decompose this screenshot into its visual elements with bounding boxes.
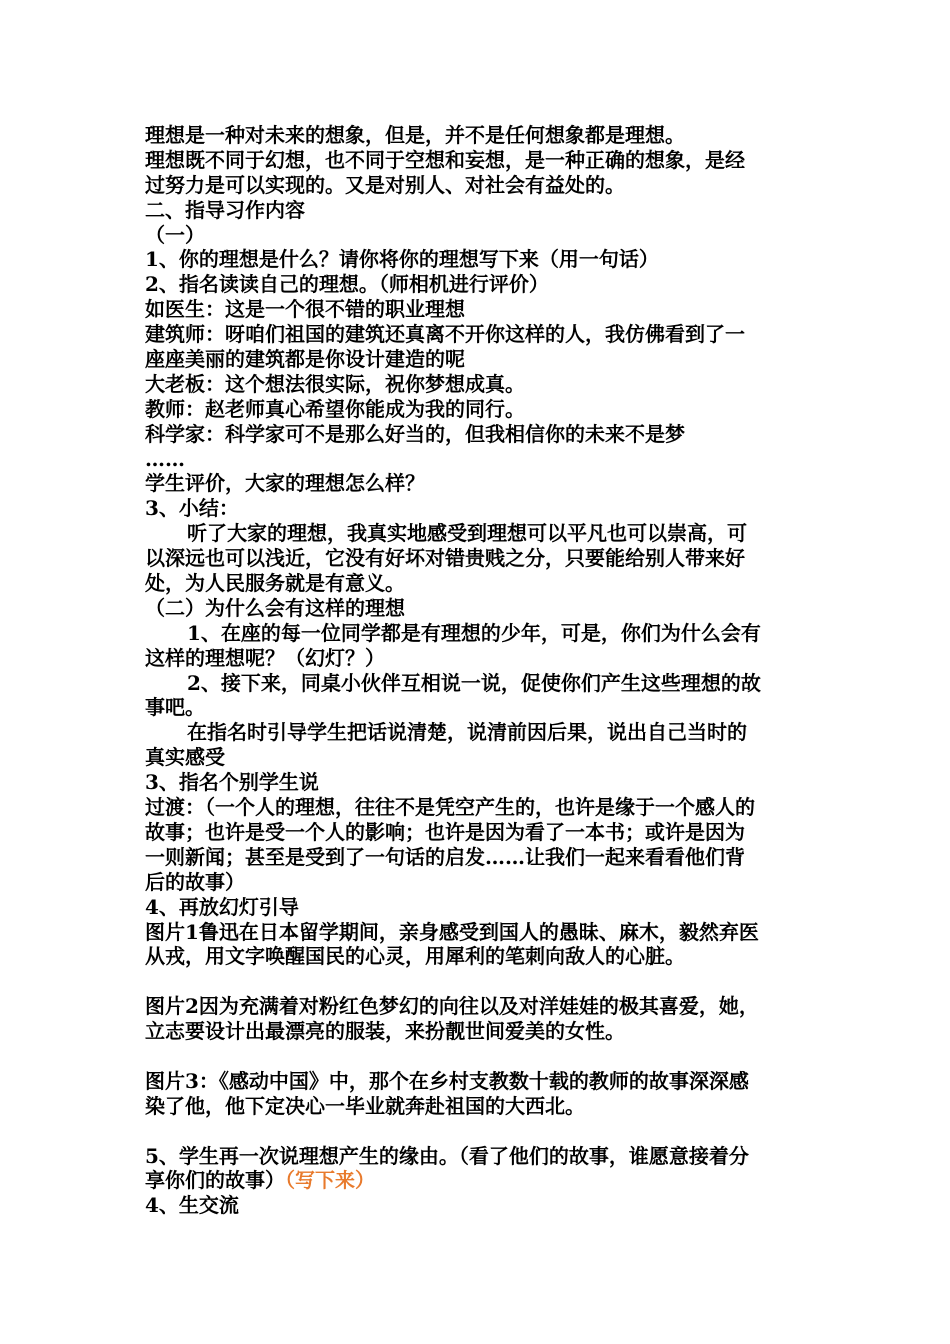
text-line: 处，为人民服务就是有意义。 <box>145 571 405 596</box>
text-line: 后的故事） <box>145 869 245 894</box>
text-line: 图片3：《感动中国》中，那个在乡村支教数十载的教师的故事深深感 <box>145 1068 749 1093</box>
subsection-heading: （二）为什么会有这样的理想 <box>145 595 405 620</box>
text-line: 理想既不同于幻想，也不同于空想和妄想，是一种正确的想象，是经 <box>145 147 745 172</box>
text-line: 过渡：（一个人的理想，往往不是凭空产生的，也许是缘于一个感人的 <box>145 795 755 820</box>
text-line: 一则新闻；甚至是受到了一句话的启发……让我们一起来看看他们背 <box>145 844 745 869</box>
text-line: 染了他，他下定决心一毕业就奔赴祖国的大西北。 <box>145 1093 585 1118</box>
text-line: 图片2因为充满着对粉红色梦幻的向往以及对洋娃娃的极其喜爱，她， <box>145 994 759 1019</box>
text-line: 立志要设计出最漂亮的服装，来扮靓世间爱美的女性。 <box>145 1019 625 1044</box>
blank-line <box>145 1044 817 1069</box>
text-line: 理想是一种对未来的想象，但是，并不是任何想象都是理想。 <box>145 123 685 147</box>
text-segment: 享你们的故事） <box>145 1168 285 1193</box>
text-line: 座座美丽的建筑都是你设计建造的呢 <box>145 347 465 372</box>
text-line: 真实感受 <box>145 745 225 770</box>
text-line: 故事；也许是受一个人的影响；也许是因为看了一本书；或许是因为 <box>145 819 745 844</box>
text-line: 如医生：这是一个很不错的职业理想 <box>145 297 465 322</box>
text-line: 4、再放幻灯引导 <box>145 894 299 919</box>
text-line: 建筑师：呀咱们祖国的建筑还真离不开你这样的人，我仿佛看到了一 <box>145 322 745 347</box>
text-line: 3、小结： <box>145 496 239 521</box>
text-line: 2、指名读读自己的理想。（师相机进行评价） <box>145 272 549 297</box>
text-line: 在指名时引导学生把话说清楚，说清前因后果，说出自己当时的 <box>187 720 747 745</box>
text-line: 科学家：科学家可不是那么好当的，但我相信你的未来不是梦 <box>145 421 685 446</box>
text-line: 事吧。 <box>145 695 205 720</box>
document-body <box>145 123 817 1218</box>
section-heading: 二、指导习作内容 <box>145 197 305 222</box>
text-line: 过努力是可以实现的。又是对别人、对社会有益处的。 <box>145 172 625 197</box>
text-line: 图片1鲁迅在日本留学期间，亲身感受到国人的愚昧、麻木，毅然弃医 <box>145 919 759 944</box>
text-line: 教师：赵老师真心希望你能成为我的同行。 <box>145 396 525 421</box>
text-line: 1、你的理想是什么？请你将你的理想写下来（用一句话） <box>145 247 659 272</box>
text-line-with-accent <box>145 1168 817 1193</box>
text-line: 学生评价，大家的理想怎么样？ <box>145 471 425 496</box>
text-line: 大老板：这个想法很实际，祝你梦想成真。 <box>145 371 525 396</box>
blank-line <box>145 969 817 994</box>
text-line: 以深远也可以浅近，它没有好坏对错贵贱之分，只要能给别人带来好 <box>145 546 745 571</box>
text-line: 这样的理想呢？（幻灯？） <box>145 645 385 670</box>
text-line: 听了大家的理想，我真实地感受到理想可以平凡也可以崇高，可 <box>187 521 747 546</box>
text-line: 1、在座的每一位同学都是有理想的少年，可是，你们为什么会有 <box>187 620 761 645</box>
text-line: 3、指名个别学生说 <box>145 770 319 795</box>
text-line: 从戎，用文字唤醒国民的心灵，用犀利的笔刺向敌人的心脏。 <box>145 944 685 969</box>
text-line: 2、接下来，同桌小伙伴互相说一说，促使你们产生这些理想的故 <box>187 670 761 695</box>
subsection-heading: （一） <box>145 222 205 247</box>
text-line: 4、生交流 <box>145 1193 239 1218</box>
blank-line <box>145 1119 817 1144</box>
ellipsis-line: …… <box>145 446 185 471</box>
text-line: 5、学生再一次说理想产生的缘由。（看了他们的故事，谁愿意接着分 <box>145 1143 749 1168</box>
accent-note: （写下来） <box>285 1168 375 1193</box>
